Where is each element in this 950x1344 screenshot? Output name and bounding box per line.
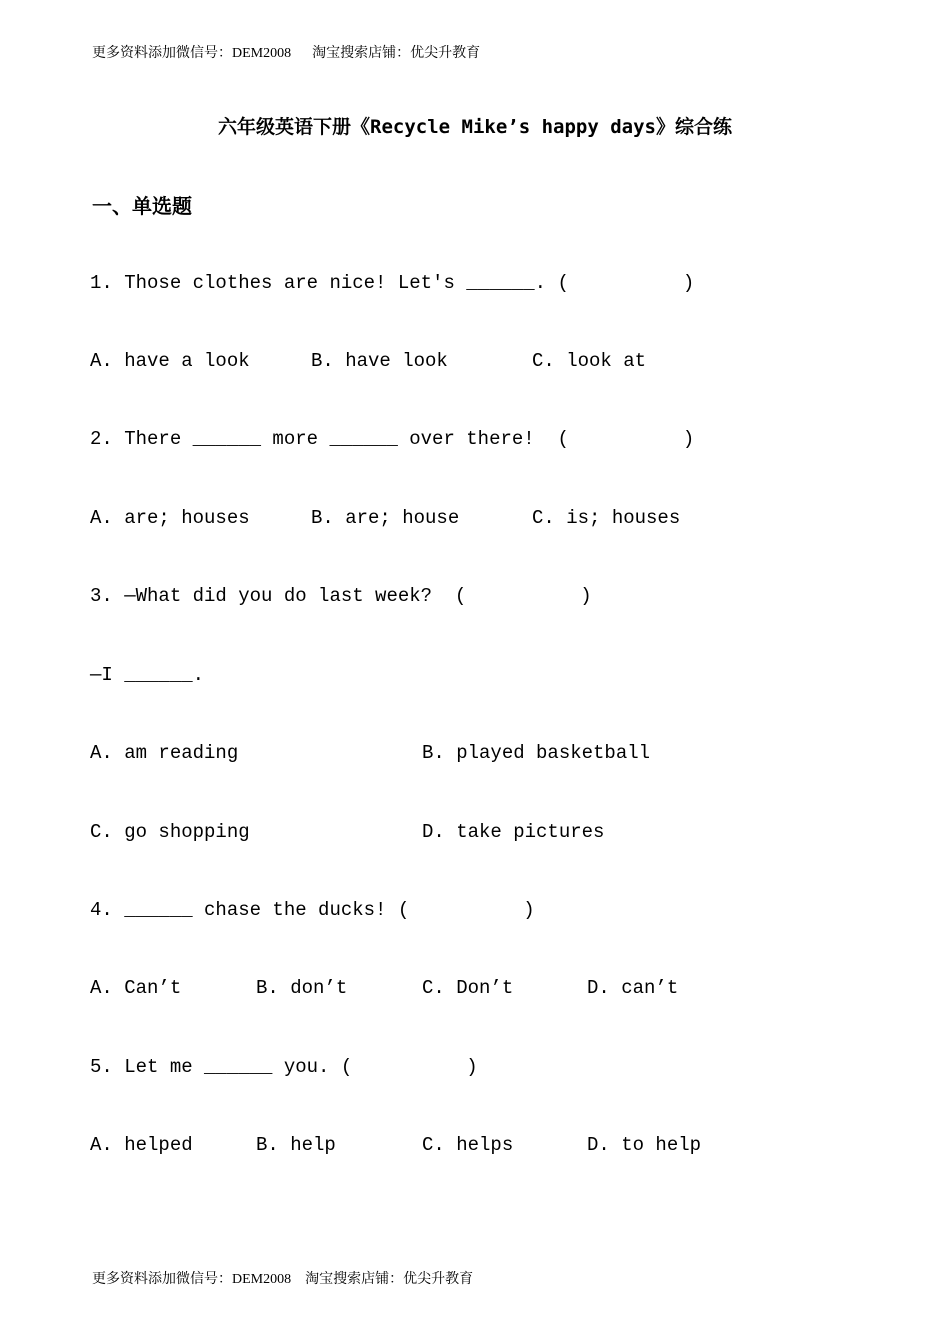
question-3-answer-line: —I ______. [90, 664, 205, 686]
question-3-option-b: B. played basketball [422, 742, 651, 764]
question-5-option-c: C. helps [422, 1134, 514, 1156]
question-3-option-d: D. take pictures [422, 821, 605, 843]
question-4-option-a: A. Can’t [90, 977, 182, 999]
question-5-option-b: B. help [256, 1134, 336, 1156]
question-5-stem: 5. Let me ______ you. ( ) [90, 1056, 478, 1078]
question-2-stem: 2. There ______ more ______ over there! ( ) [90, 428, 695, 450]
question-5-option-d: D. to help [587, 1134, 702, 1156]
question-2-option-b: B. are; house [311, 507, 460, 529]
question-3-stem: 3. —What did you do last week? ( ) [90, 585, 592, 607]
page-footer: 更多资料添加微信号：DEM2008 淘宝搜索店铺：优尖升教育 [92, 1272, 474, 1287]
question-3-option-a: A. am reading [90, 742, 239, 764]
question-2-option-c: C. is; houses [532, 507, 681, 529]
question-1-option-c: C. look at [532, 350, 647, 372]
question-3-option-c: C. go shopping [90, 821, 250, 843]
document-title: 六年级英语下册《Recycle Mike’s happy days》综合练 [218, 116, 732, 138]
section-heading: 一、单选题 [92, 194, 192, 218]
question-4-stem: 4. ______ chase the ducks! ( ) [90, 899, 535, 921]
question-1-option-a: A. have a look [90, 350, 250, 372]
page-header: 更多资料添加微信号：DEM2008 淘宝搜索店铺：优尖升教育 [92, 46, 481, 61]
question-4-option-d: D. can’t [587, 977, 679, 999]
question-4-option-c: C. Don’t [422, 977, 514, 999]
question-5-option-a: A. helped [90, 1134, 193, 1156]
question-1-option-b: B. have look [311, 350, 448, 372]
question-1-stem: 1. Those clothes are nice! Let's ______. ( ) [90, 272, 695, 294]
question-2-option-a: A. are; houses [90, 507, 250, 529]
question-4-option-b: B. don’t [256, 977, 348, 999]
